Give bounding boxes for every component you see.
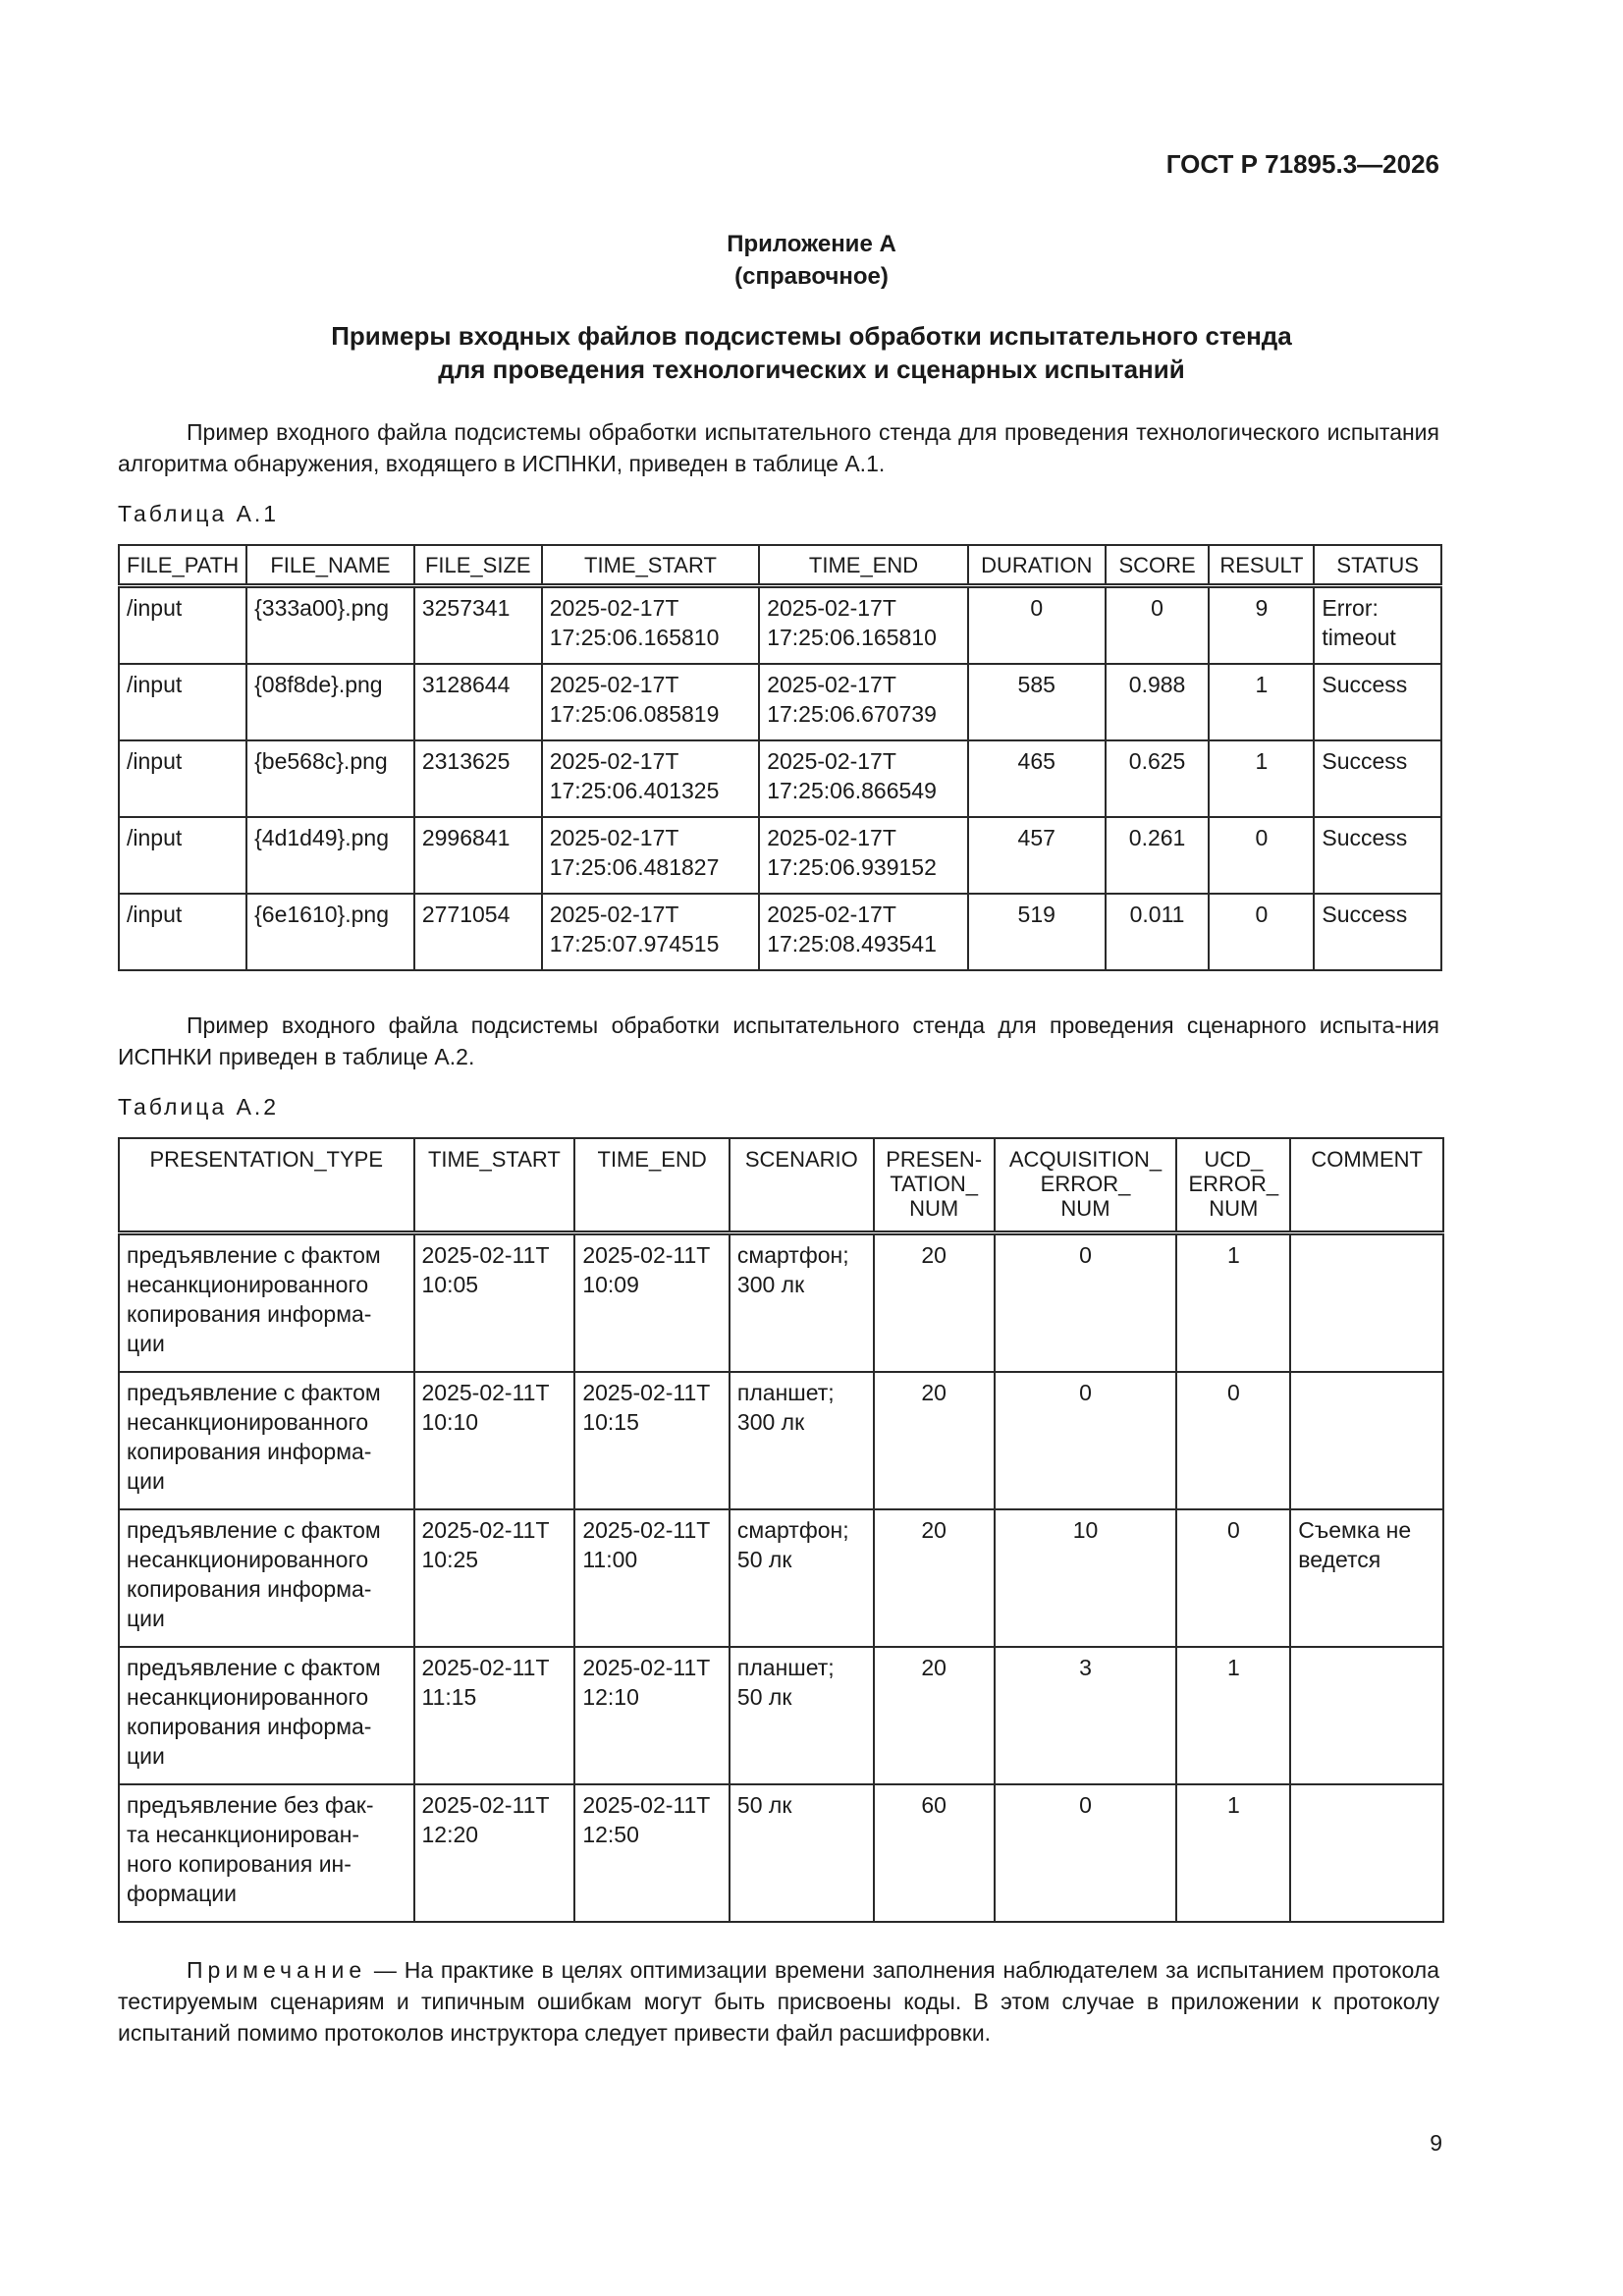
cell-line: Съемка не: [1298, 1517, 1412, 1543]
cell-line: 300 лк: [736, 1409, 805, 1435]
table-cell: [1106, 894, 1210, 970]
table-cell: [995, 1647, 1177, 1784]
table-a1-header-cell: DURATION: [968, 545, 1106, 586]
table-cell: [1290, 1372, 1443, 1509]
cell-text: 1: [1226, 1655, 1240, 1680]
cell-line: 10:10: [421, 1409, 479, 1435]
cell-line: 300 лк: [736, 1272, 805, 1297]
table-cell: [414, 1233, 575, 1373]
cell-text: 20: [921, 1380, 947, 1405]
table-a2-header-cell: [1290, 1138, 1443, 1233]
cell-line: 2025-02-17T: [549, 902, 679, 927]
table-row: [119, 817, 1441, 894]
table-a1-header-cell: SCORE: [1106, 545, 1210, 586]
cell-text: 0.261: [1128, 825, 1186, 850]
cell-text: 3128644: [421, 672, 511, 697]
table-cell: [1290, 1647, 1443, 1784]
paragraph-1: [118, 416, 1439, 479]
table-a1-header-cell: FILE_PATH: [119, 545, 246, 586]
table-row: [119, 664, 1441, 740]
table-a2-header-cell: [874, 1138, 995, 1233]
cell-line: планшет;: [736, 1655, 835, 1680]
table-cell: [119, 894, 246, 970]
note-text: — На практике в целях оптимизации времени заполнения наблюдателем за испытанием протокола тестируемым сценариям и типичным ошибкам могут быть присвоены коды. В этом случае в приложении к протоколу испытаний помимо протоколов инструктора следует привести файл расшифровки.: [118, 1957, 1439, 2046]
cell-line: 17:25:07.974515: [549, 931, 720, 957]
table-cell: [414, 586, 542, 665]
table-cell: [874, 1784, 995, 1922]
page-number: 9: [1430, 2130, 1442, 2156]
paragraph-1-text: Пример входного файла подсистемы обработки испытательного стенда для проведения технологического испытания алгоритма обнаружения, входящего в ИСПНКИ, приведен в таблице А.1.: [118, 419, 1439, 476]
table-a1: [118, 544, 1442, 971]
header-line: SCENARIO: [744, 1147, 858, 1172]
table-cell: [542, 817, 759, 894]
cell-line: 2025-02-11T: [421, 1655, 550, 1680]
cell-line: 2025-02-11T: [582, 1655, 711, 1680]
table-cell: [874, 1509, 995, 1647]
table-cell: [730, 1509, 874, 1647]
cell-line: планшет;: [736, 1380, 835, 1405]
table-row: [119, 740, 1441, 817]
cell-text: 0: [1079, 1242, 1092, 1268]
note: [118, 1954, 1439, 2049]
table-cell: [759, 664, 968, 740]
table-a2-header-cell: [995, 1138, 1177, 1233]
table-cell: [414, 664, 542, 740]
cell-line: ции: [127, 1468, 165, 1494]
appendix-title: [0, 319, 1623, 386]
cell-line: Success: [1322, 672, 1408, 697]
cell-line: 17:25:06.165810: [549, 625, 720, 650]
appendix-type: (справочное): [734, 263, 889, 290]
table-a1-header-cell: FILE_NAME: [246, 545, 414, 586]
table-cell: [1209, 586, 1314, 665]
header-line: ERROR_: [1188, 1172, 1279, 1196]
cell-line: 2025-02-17T: [549, 595, 679, 621]
cell-text: 0.625: [1128, 748, 1186, 774]
header-line: PRESENTATION_TYPE: [149, 1147, 384, 1172]
cell-line: несанкционированного: [127, 1409, 369, 1435]
table-cell: [759, 894, 968, 970]
table-cell: [119, 740, 246, 817]
table-2-caption: Таблица А.2: [118, 1094, 280, 1120]
table-cell: [542, 740, 759, 817]
cell-line: 10:09: [582, 1272, 639, 1297]
cell-line: 2025-02-17T: [767, 672, 896, 697]
cell-text: /input: [127, 672, 183, 697]
cell-line: несанкционированного: [127, 1547, 369, 1572]
table-cell: [1176, 1509, 1290, 1647]
header-line: UCD_: [1204, 1147, 1264, 1172]
cell-line: предъявление без фак-: [127, 1792, 374, 1818]
table-a1-header-cell: TIME_START: [542, 545, 759, 586]
header-line: TIME_END: [597, 1147, 707, 1172]
table-a2-header-cell: [414, 1138, 575, 1233]
cell-text: 0.011: [1129, 902, 1185, 927]
table-cell: [1106, 817, 1210, 894]
table-row: [119, 894, 1441, 970]
cell-text: 1: [1226, 1242, 1240, 1268]
paragraph-2-text: Пример входного файла подсистемы обработки испытательного стенда для проведения сценарного испыта-ния ИСПНКИ приведен в таблице А.2.: [118, 1012, 1439, 1069]
table-cell: [414, 740, 542, 817]
table-a2-header-cell: [1176, 1138, 1290, 1233]
table-cell: [1314, 740, 1441, 817]
table-cell: [1106, 664, 1210, 740]
cell-line: 2025-02-17T: [767, 825, 896, 850]
table-cell: [1176, 1233, 1290, 1373]
table-cell: [968, 664, 1106, 740]
table-cell: [995, 1509, 1177, 1647]
cell-line: Success: [1322, 902, 1408, 927]
table-cell: [574, 1784, 730, 1922]
table-cell: [1209, 817, 1314, 894]
table-cell: [542, 586, 759, 665]
table-cell: [119, 1233, 414, 1373]
table-cell: [542, 664, 759, 740]
table-cell: [995, 1372, 1177, 1509]
cell-text: 3: [1079, 1655, 1092, 1680]
table-cell: [119, 1509, 414, 1647]
cell-line: 2025-02-17T: [549, 825, 679, 850]
cell-line: ного копирования ин-: [127, 1851, 352, 1877]
cell-line: 2025-02-11T: [421, 1242, 550, 1268]
cell-line: та несанкционирован-: [127, 1822, 360, 1847]
cell-text: 9: [1255, 595, 1269, 621]
table-row: [119, 1784, 1443, 1922]
paragraph-2: [118, 1010, 1439, 1072]
cell-text: 0: [1151, 595, 1163, 621]
cell-line: 17:25:08.493541: [767, 931, 937, 957]
table-cell: [874, 1233, 995, 1373]
table-a2: [118, 1137, 1444, 1923]
table-cell: [1290, 1784, 1443, 1922]
cell-text: 0: [1079, 1380, 1092, 1405]
cell-text: 1: [1255, 748, 1269, 774]
header-line: NUM: [1060, 1196, 1110, 1221]
table-cell: [730, 1784, 874, 1922]
cell-line: 17:25:06.085819: [549, 701, 720, 727]
header-line: TIME_START: [427, 1147, 561, 1172]
title-line-1: Примеры входных файлов подсистемы обработки испытательного стенда: [331, 321, 1292, 351]
cell-text: {08f8de}.png: [254, 672, 383, 697]
table-cell: [574, 1647, 730, 1784]
table-cell: [119, 817, 246, 894]
table-cell: [1290, 1233, 1443, 1373]
cell-text: 2996841: [421, 825, 511, 850]
cell-line: 10:15: [582, 1409, 639, 1435]
cell-line: 17:25:06.670739: [767, 701, 937, 727]
header-line: ERROR_: [1040, 1172, 1131, 1196]
table-cell: [414, 817, 542, 894]
cell-line: копирования информа-: [127, 1714, 372, 1739]
table-a1-header-row: [119, 545, 1441, 586]
table-cell: [1209, 894, 1314, 970]
table-cell: [574, 1372, 730, 1509]
cell-text: 0: [1255, 902, 1269, 927]
cell-text: 20: [921, 1655, 947, 1680]
table-a1-header-cell: STATUS: [1314, 545, 1441, 586]
table-cell: [968, 817, 1106, 894]
cell-text: /input: [127, 748, 183, 774]
cell-line: несанкционированного: [127, 1272, 369, 1297]
table-cell: [1209, 740, 1314, 817]
cell-text: 3257341: [421, 595, 511, 621]
table-cell: [246, 817, 414, 894]
cell-line: 10:25: [421, 1547, 479, 1572]
cell-text: 585: [1017, 672, 1055, 697]
cell-text: 0: [1255, 825, 1269, 850]
cell-line: ции: [127, 1606, 165, 1631]
table-cell: [1106, 586, 1210, 665]
cell-line: 2025-02-11T: [421, 1517, 550, 1543]
cell-line: предъявление с фактом: [127, 1380, 381, 1405]
table-row: [119, 1509, 1443, 1647]
header-line: COMMENT: [1311, 1147, 1423, 1172]
table-cell: [874, 1372, 995, 1509]
table-cell: [1314, 664, 1441, 740]
table-cell: [119, 1647, 414, 1784]
table-cell: [1106, 740, 1210, 817]
header-line: ACQUISITION_: [1008, 1147, 1163, 1172]
cell-text: 10: [1072, 1517, 1099, 1543]
cell-text: {be568c}.png: [254, 748, 388, 774]
table-cell: [246, 664, 414, 740]
table-cell: [414, 1372, 575, 1509]
cell-line: предъявление с фактом: [127, 1655, 381, 1680]
table-a2-header-cell: [730, 1138, 874, 1233]
cell-text: 0: [1226, 1517, 1240, 1543]
table-cell: [730, 1233, 874, 1373]
cell-line: 2025-02-11T: [582, 1242, 711, 1268]
cell-line: 11:15: [421, 1684, 477, 1710]
table-cell: [1176, 1784, 1290, 1922]
cell-text: 2771054: [421, 902, 511, 927]
cell-line: Success: [1322, 825, 1408, 850]
cell-text: 465: [1017, 748, 1055, 774]
cell-text: /input: [127, 825, 183, 850]
cell-line: Error:: [1322, 595, 1379, 621]
cell-line: 2025-02-11T: [582, 1792, 711, 1818]
table-row: [119, 1372, 1443, 1509]
cell-text: 20: [921, 1242, 947, 1268]
cell-line: 17:25:06.165810: [767, 625, 937, 650]
table-a2-header-row: [119, 1138, 1443, 1233]
cell-line: 11:00: [582, 1547, 638, 1572]
table-cell: [414, 1647, 575, 1784]
cell-line: 2025-02-17T: [767, 902, 896, 927]
cell-line: 12:10: [582, 1684, 639, 1710]
table-cell: [246, 894, 414, 970]
table-cell: [574, 1233, 730, 1373]
cell-text: 0: [1030, 595, 1044, 621]
table-cell: [414, 894, 542, 970]
cell-line: 50 лк: [736, 1684, 792, 1710]
cell-line: копирования информа-: [127, 1439, 372, 1464]
table-cell: [759, 586, 968, 665]
cell-line: формации: [127, 1881, 237, 1906]
cell-text: 0: [1226, 1380, 1240, 1405]
cell-line: ведется: [1298, 1547, 1381, 1572]
cell-line: 2025-02-11T: [421, 1792, 550, 1818]
cell-text: 457: [1017, 825, 1055, 850]
cell-text: 60: [921, 1792, 947, 1818]
table-cell: [1314, 894, 1441, 970]
table-cell: [119, 586, 246, 665]
cell-line: предъявление с фактом: [127, 1242, 381, 1268]
table-cell: [542, 894, 759, 970]
cell-line: 50 лк: [736, 1547, 792, 1572]
table-cell: [759, 740, 968, 817]
cell-line: копирования информа-: [127, 1301, 372, 1327]
cell-line: ции: [127, 1331, 165, 1356]
cell-line: timeout: [1322, 625, 1396, 650]
table-cell: [995, 1233, 1177, 1373]
cell-line: 2025-02-17T: [549, 748, 679, 774]
cell-line: 2025-02-11T: [421, 1380, 550, 1405]
table-row: [119, 1647, 1443, 1784]
table-cell: [874, 1647, 995, 1784]
cell-line: смартфон;: [736, 1517, 849, 1543]
table-cell: [1314, 817, 1441, 894]
table-a1-header-cell: FILE_SIZE: [414, 545, 542, 586]
table-cell: [1290, 1509, 1443, 1647]
cell-text: /input: [127, 902, 183, 927]
cell-line: 50 лк: [736, 1792, 792, 1818]
cell-line: несанкционированного: [127, 1684, 369, 1710]
cell-line: 10:05: [421, 1272, 479, 1297]
cell-text: /input: [127, 595, 183, 621]
table-cell: [968, 586, 1106, 665]
table-cell: [730, 1372, 874, 1509]
table-cell: [759, 817, 968, 894]
cell-line: 2025-02-17T: [767, 595, 896, 621]
table-cell: [730, 1647, 874, 1784]
table-cell: [1314, 586, 1441, 665]
table-cell: [574, 1509, 730, 1647]
table-cell: [1176, 1372, 1290, 1509]
cell-line: 12:50: [582, 1822, 639, 1847]
cell-line: 2025-02-17T: [549, 672, 679, 697]
table-cell: [968, 894, 1106, 970]
table-cell: [119, 1372, 414, 1509]
cell-text: 1: [1226, 1792, 1240, 1818]
cell-line: 17:25:06.481827: [549, 854, 720, 880]
note-label: Примечание: [187, 1957, 367, 1983]
table-cell: [119, 1784, 414, 1922]
cell-line: 2025-02-17T: [767, 748, 896, 774]
cell-text: 0: [1079, 1792, 1092, 1818]
cell-line: 2025-02-11T: [582, 1517, 711, 1543]
cell-line: 17:25:06.401325: [549, 778, 720, 803]
title-line-2: для проведения технологических и сценарных испытаний: [438, 355, 1185, 384]
table-cell: [246, 586, 414, 665]
cell-text: 519: [1017, 902, 1055, 927]
cell-text: {333a00}.png: [254, 595, 389, 621]
cell-text: 0.988: [1128, 672, 1186, 697]
header-line: PRESEN-: [886, 1147, 983, 1172]
cell-text: 2313625: [421, 748, 511, 774]
table-a2-header-cell: [119, 1138, 414, 1233]
cell-line: смартфон;: [736, 1242, 849, 1268]
cell-line: копирования информа-: [127, 1576, 372, 1602]
table-cell: [119, 664, 246, 740]
table-a1-header-cell: TIME_END: [759, 545, 968, 586]
table-cell: [995, 1784, 1177, 1922]
appendix-label: Приложение А: [727, 231, 896, 257]
table-row: [119, 1233, 1443, 1373]
cell-text: {6e1610}.png: [254, 902, 389, 927]
table-cell: [246, 740, 414, 817]
cell-line: 2025-02-11T: [582, 1380, 711, 1405]
cell-line: 17:25:06.939152: [767, 854, 937, 880]
document-code: ГОСТ Р 71895.3—2026: [1165, 149, 1439, 179]
table-cell: [1209, 664, 1314, 740]
header-line: TATION_: [890, 1172, 978, 1196]
table-a2-header-cell: [574, 1138, 730, 1233]
table-cell: [414, 1784, 575, 1922]
table-cell: [1176, 1647, 1290, 1784]
header-line: NUM: [1209, 1196, 1259, 1221]
table-row: [119, 586, 1441, 665]
cell-line: ции: [127, 1743, 165, 1769]
cell-line: Success: [1322, 748, 1408, 774]
table-cell: [414, 1509, 575, 1647]
cell-text: 20: [921, 1517, 947, 1543]
cell-line: предъявление с фактом: [127, 1517, 381, 1543]
appendix-heading: [0, 228, 1623, 293]
cell-line: 12:20: [421, 1822, 479, 1847]
cell-text: 1: [1255, 672, 1269, 697]
table-a1-header-cell: RESULT: [1209, 545, 1314, 586]
header-line: NUM: [909, 1196, 959, 1221]
table-cell: [968, 740, 1106, 817]
cell-text: {4d1d49}.png: [254, 825, 389, 850]
cell-line: 17:25:06.866549: [767, 778, 937, 803]
table-1-caption: Таблица А.1: [118, 501, 280, 526]
